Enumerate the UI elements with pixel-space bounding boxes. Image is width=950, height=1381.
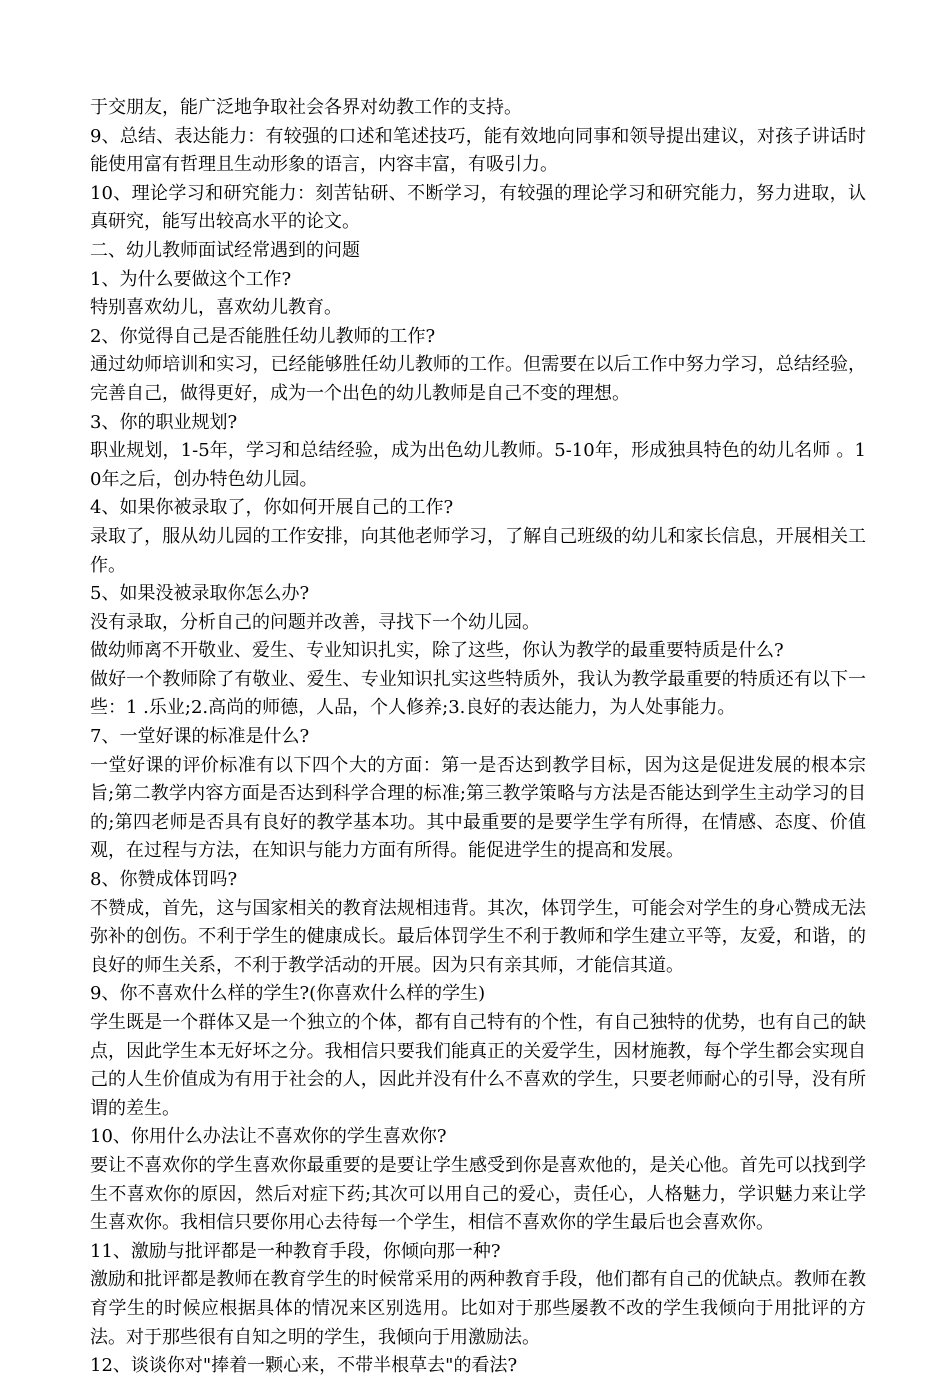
- document-page: [90, 94, 866, 1381]
- answer: 学生既是一个群体又是一个独立的个体，都有自己特有的个性，有自己独特的优势，也有自己的缺点，因此学生本无好坏之分。我相信只要我们能真正的关爱学生，因材施教，每个学生都会实现自己的人生价值成为有用于社会的人，因此并没有什么不喜欢的学生，只要老师耐心的引导，没有所谓的差生。: [90, 1012, 866, 1119]
- question: 8、你赞成体罚吗?: [90, 869, 238, 891]
- question: 4、如果你被录取了，你如何开展自己的工作?: [90, 497, 454, 519]
- paragraph: 于交朋友，能广泛地争取社会各界对幼教工作的支持。: [90, 97, 522, 118]
- question: 3、你的职业规划?: [90, 411, 238, 433]
- paragraph: 10、理论学习和研究能力：刻苦钻研、不断学习，有较强的理论学习和研究能力，努力进取，认真研究，能写出较高水平的论文。: [90, 182, 866, 233]
- question: 1、为什么要做这个工作?: [90, 268, 292, 290]
- answer: 职业规划，1-5年，学习和总结经验，成为出色幼儿教师。5-10年，形成独具特色的幼儿名师 。10年之后，创办特色幼儿园。: [90, 440, 866, 490]
- answer: 做好一个教师除了有敬业、爱生、专业知识扎实这些特质外，我认为教学最重要的特质还有以下一些：1 .乐业;2.高尚的师德，人品，个人修养;3.良好的表达能力，为人处事能力。: [90, 668, 866, 719]
- answer: 激励和批评都是教师在教育学生的时候常采用的两种教育手段，他们都有自己的优缺点。教师在教育学生的时候应根据具体的情况来区别选用。比如对于那些屡教不改的学生我倾向于用批评的方法。对于那些很有自知之明的学生，我倾向于用激励法。: [90, 1269, 866, 1348]
- answer: 特别喜欢幼儿，喜欢幼儿教育。: [90, 297, 342, 319]
- answer: 不赞成，首先，这与国家相关的教育法规相违背。其次，体罚学生，可能会对学生的身心赞成无法弥补的创伤。不利于学生的健康成长。最后体罚学生不利于教师和学生建立平等，友爱，和谐，的良好的师生关系，不利于教学活动的开展。因为只有亲其师，才能信其道。: [90, 897, 866, 976]
- answer: 一堂好课的评价标准有以下四个大的方面：第一是否达到教学目标，因为这是促进发展的根本宗旨;第二教学内容方面是否达到科学合理的标准;第三教学策略与方法是否能达到学生主动学习的目的;第四老师是否具有良好的教学基本功。其中最重要的是要学生学有所得，在情感、态度、价值观，在过程与方法，在知识与能力方面有所得。能促进学生的提高和发展。: [90, 754, 866, 862]
- question: 5、如果没被录取你怎么办?: [90, 583, 310, 605]
- question: 9、你不喜欢什么样的学生?(你喜欢什么样的学生): [90, 983, 486, 1005]
- section-heading: 二、幼儿教师面试经常遇到的问题: [90, 239, 360, 261]
- question: 11、激励与批评都是一种教育手段，你倾向那一种?: [90, 1240, 501, 1262]
- answer: 没有录取，分析自己的问题并改善，寻找下一个幼儿园。: [90, 611, 540, 633]
- answer: 录取了，服从幼儿园的工作安排，向其他老师学习，了解自己班级的幼儿和家长信息，开展相关工作。: [90, 525, 866, 576]
- question: 12、谈谈你对"捧着一颗心来，不带半根草去"的看法?: [90, 1355, 518, 1377]
- question: 10、你用什么办法让不喜欢你的学生喜欢你?: [90, 1126, 447, 1148]
- answer: 要让不喜欢你的学生喜欢你最重要的是要让学生感受到你是喜欢他的，是关心他。首先可以找到学生不喜欢你的原因，然后对症下药;其次可以用自己的爱心，责任心，人格魅力，学识魅力来让学生喜欢你。我相信只要你用心去待每一个学生，相信不喜欢你的学生最后也会喜欢你。: [90, 1154, 866, 1234]
- question: 2、你觉得自己是否能胜任幼儿教师的工作?: [90, 325, 436, 347]
- question: 7、一堂好课的标准是什么?: [90, 726, 310, 748]
- answer: 通过幼师培训和实习，已经能够胜任幼儿教师的工作。但需要在以后工作中努力学习，总结经验，完善自己，做得更好，成为一个出色的幼儿教师是自己不变的理想。: [90, 354, 866, 404]
- question: 做幼师离不开敬业、爱生、专业知识扎实，除了这些，你认为教学的最重要特质是什么?: [90, 640, 784, 662]
- paragraph: 9、总结、表达能力：有较强的口述和笔述技巧，能有效地向同事和领导提出建议，对孩子讲话时能使用富有哲理且生动形象的语言，内容丰富，有吸引力。: [90, 125, 866, 176]
